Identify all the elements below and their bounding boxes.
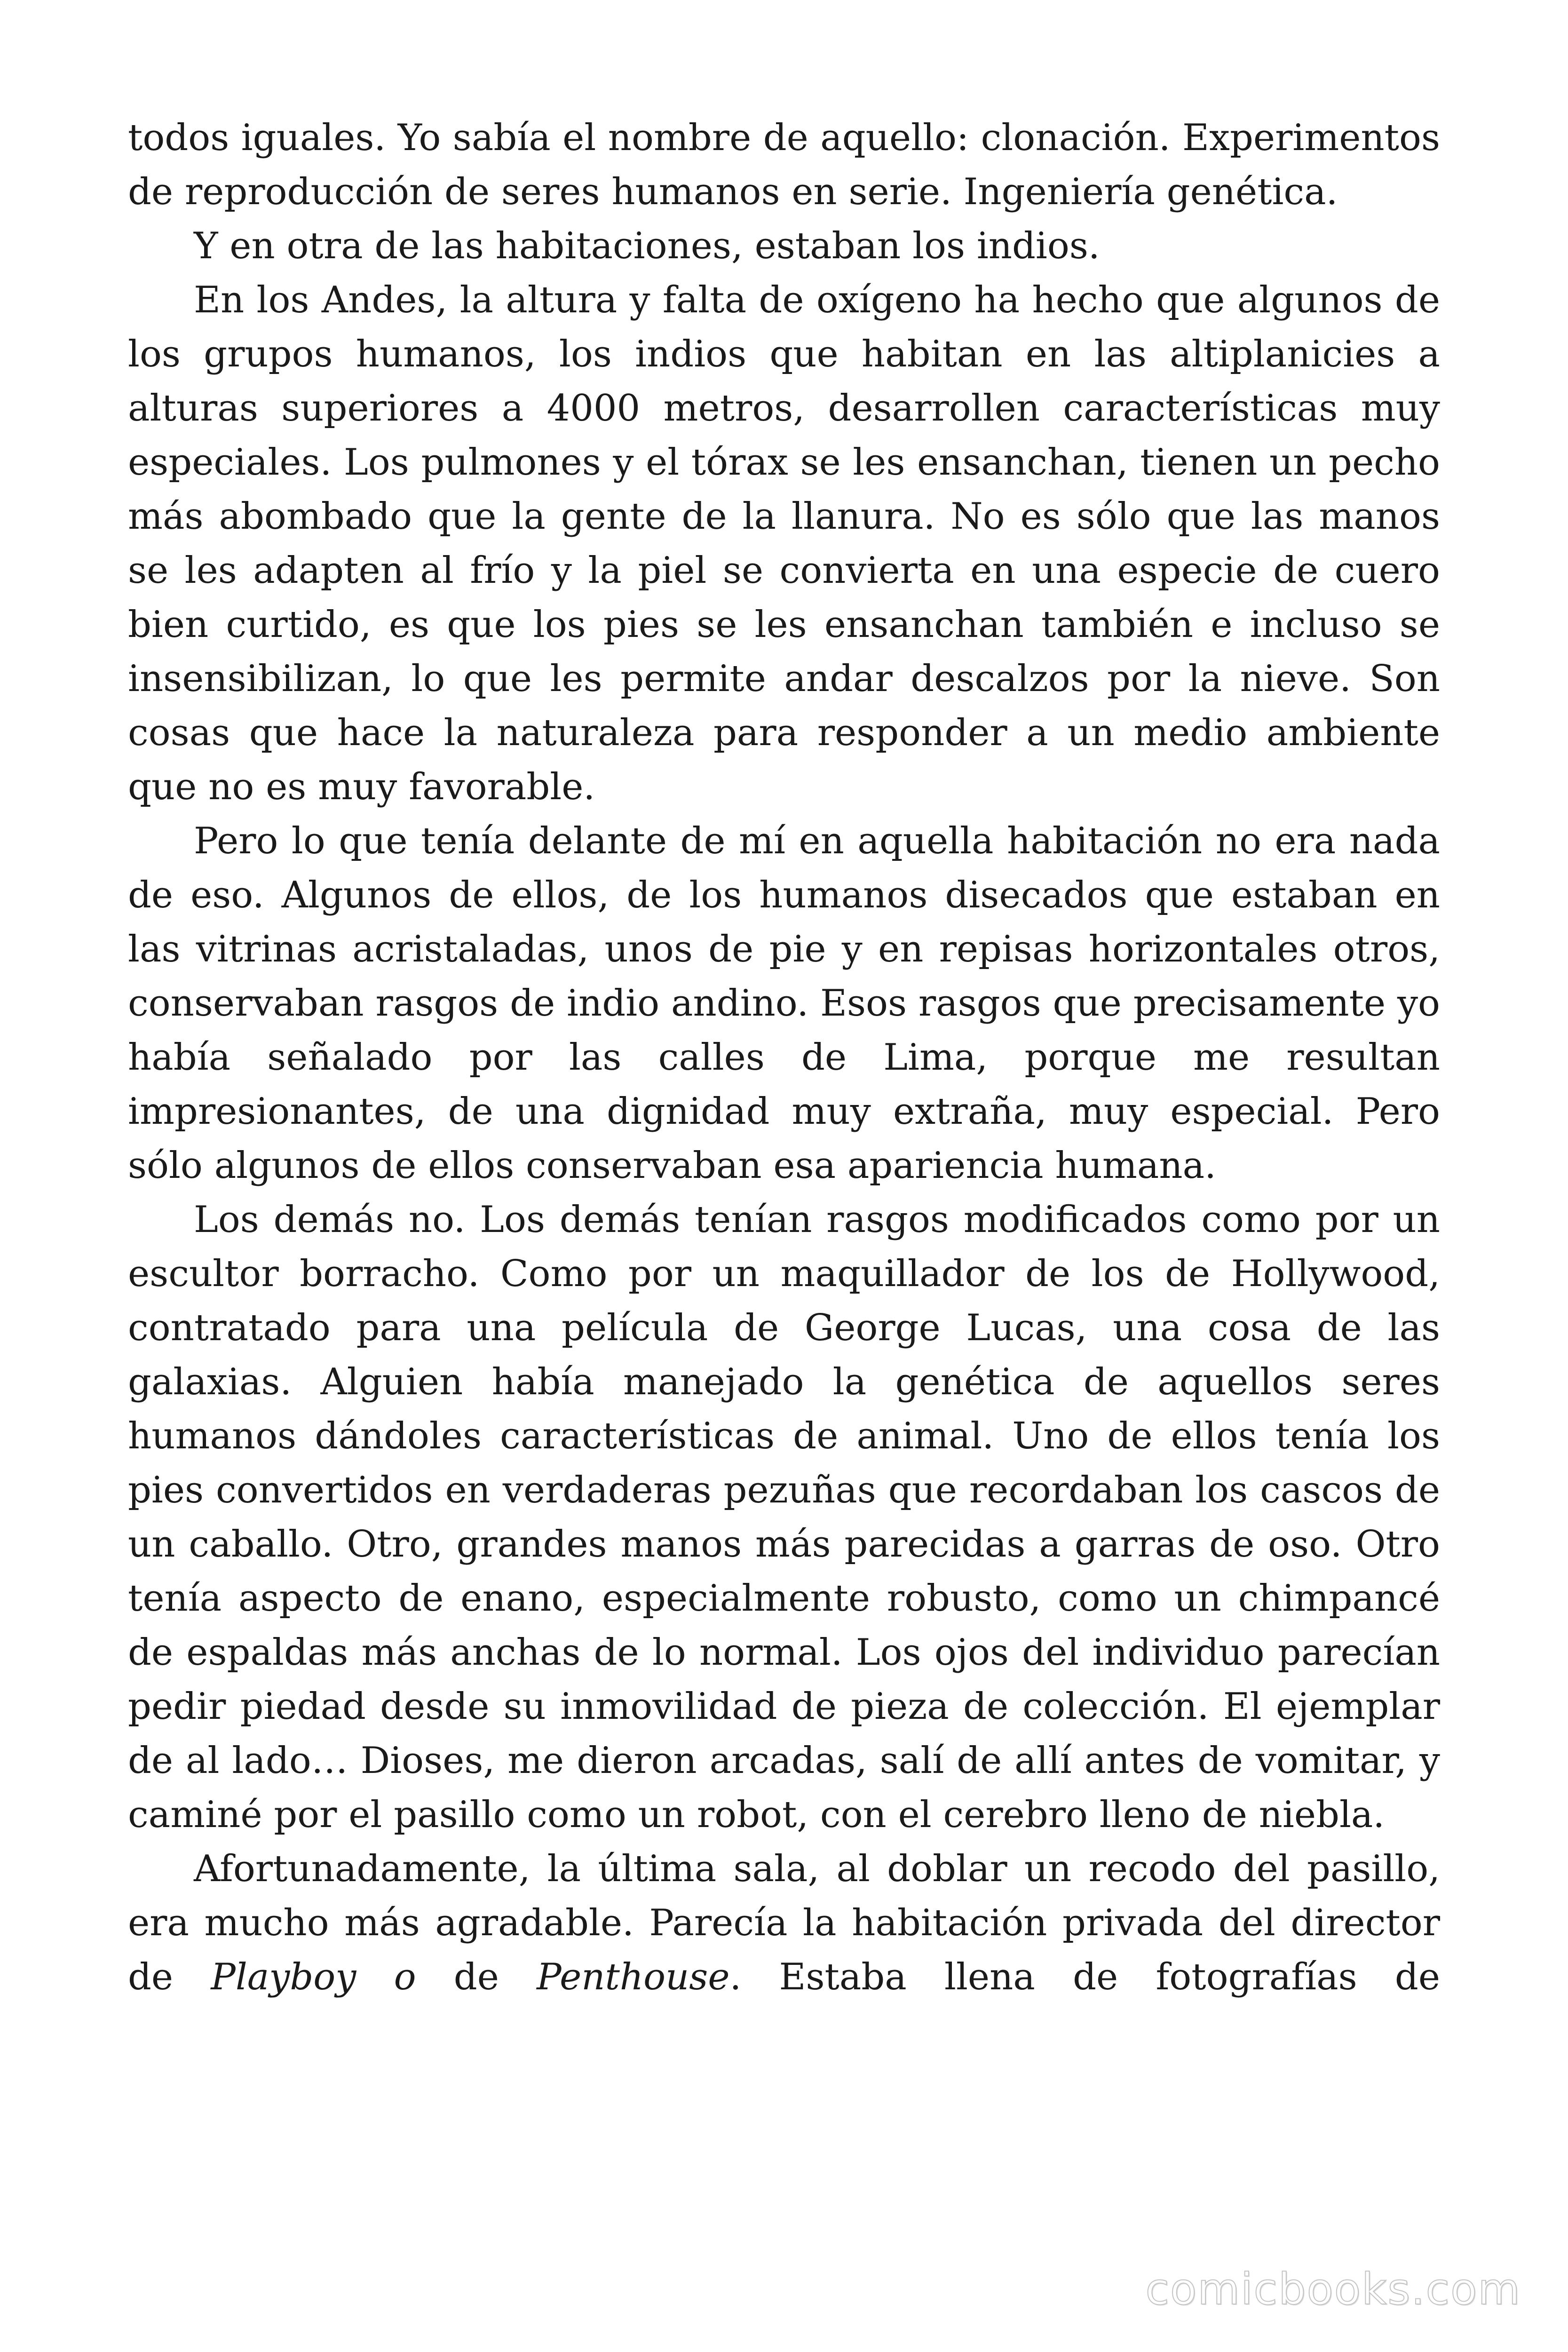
- paragraph-2: Y en otra de las habitaciones, estaban los indios.: [194, 225, 1100, 267]
- paragraph-3: En los Andes, la altura y falta de oxígeno ha hecho que algunos de los grupos humanos, los indios que habitan en las altiplanicies a alturas superiores a 4000 metros, desarrollen características muy especiales. Los pulmones y el tórax se les ensanchan, tienen un pecho más abombado que la gente de la llanura. No es sólo que las manos se les adapten al frío y la piel se convierta en una especie de cuero bien curtido, es que los pies se les ensanchan también e incluso se insensibilizan, lo que les permite andar descalzos por la nieve. Son cosas que hace la naturaleza para responder a un medio ambiente que no es muy favorable.: [128, 279, 1440, 808]
- watermark-logo: comicbooks.com: [1145, 2264, 1521, 2314]
- book-page-text: [128, 111, 1440, 2004]
- paragraph-1: todos iguales. Yo sabía el nombre de aquello: clonación. Experimentos de reproducción de seres humanos en serie. Ingeniería genética.: [128, 117, 1440, 213]
- paragraph-6: [128, 1842, 1440, 2004]
- paragraph-4: Pero lo que tenía delante de mí en aquella habitación no era nada de eso. Algunos de ellos, de los humanos disecados que estaban en las vitrinas acristaladas, unos de pie y en repisas horizontales otros, conservaban rasgos de indio andino. Esos rasgos que precisamente yo había señalado por las calles de Lima, porque me resultan impresionantes, de una dignidad muy extraña, muy especial. Pero sólo algunos de ellos conservaban esa apariencia humana.: [128, 820, 1440, 1187]
- paragraph-6-text-c: . Estaba llena de fotografías de: [729, 1956, 1440, 1998]
- magazine-title-penthouse: Penthouse: [537, 1956, 730, 1998]
- paragraph-6-text-b: de: [416, 1956, 537, 1998]
- magazine-title-playboy: Playboy o: [211, 1956, 416, 1998]
- paragraph-6-text-a: Afortunadamente, la última sala, al doblar un recodo del pasillo, era mucho más agradable. Parecía la habitación privada del director de: [128, 1848, 1440, 1998]
- paragraph-5: Los demás no. Los demás tenían rasgos modificados como por un escultor borracho. Como por un maquillador de los de Hollywood, contratado para una película de George Lucas, una cosa de las galaxias. Alguien había manejado la genética de aquellos seres humanos dándoles características de animal. Uno de ellos tenía los pies convertidos en verdaderas pezuñas que recordaban los cascos de un caballo. Otro, grandes manos más parecidas a garras de oso. Otro tenía aspecto de enano, especialmente robusto, como un chimpancé de espaldas más anchas de lo normal. Los ojos del individuo parecían pedir piedad desde su inmovilidad de pieza de colección. El ejemplar de al lado… Dioses, me dieron arcadas, salí de allí antes de vomitar, y caminé por el pasillo como un robot, con el cerebro lleno de niebla.: [128, 1199, 1440, 1836]
